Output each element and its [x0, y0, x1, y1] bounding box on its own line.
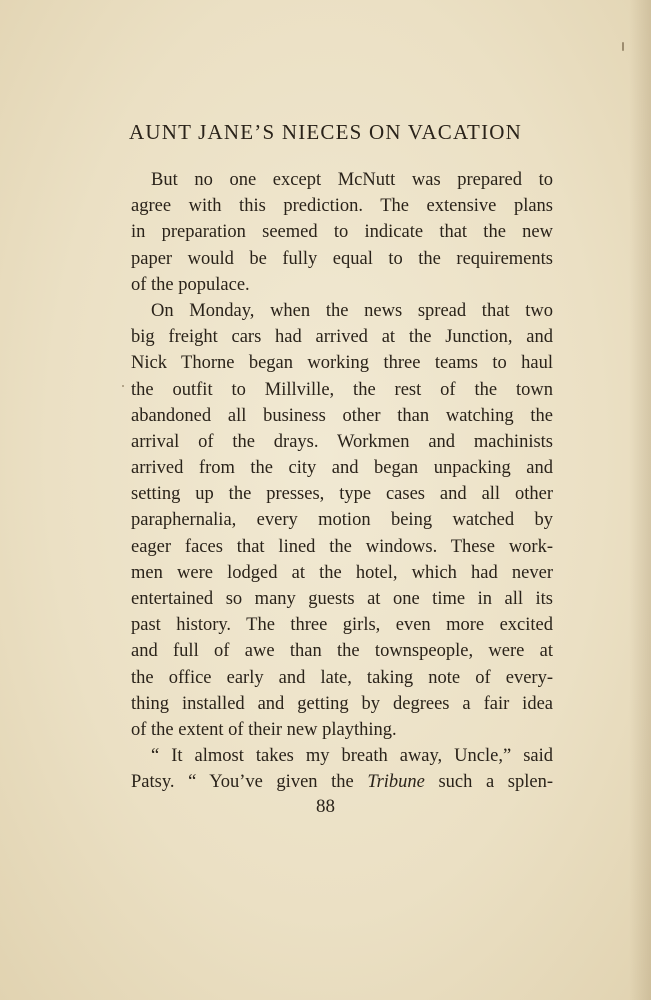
- text-line: the outfit to Millville, the rest of the town: [131, 379, 553, 400]
- running-head: AUNT JANE’S NIECES ON VACATION: [128, 120, 523, 144]
- body-text: [131, 167, 553, 796]
- text-line: “ It almost takes my breath away, Uncle,” said: [151, 746, 553, 767]
- text-line: of the extent of their new plaything.: [131, 719, 397, 740]
- text-line: agree with this prediction. The extensive plans: [131, 196, 553, 217]
- text-line: entertained so many guests at one time in all its: [131, 589, 553, 609]
- paper-mark: [122, 385, 124, 387]
- text-line: big freight cars had arrived at the Junction, and: [131, 327, 553, 348]
- text-line: men were lodged at the hotel, which had never: [131, 562, 553, 583]
- text-line: arrival of the drays. Workmen and machinists: [131, 431, 553, 452]
- text-line: eager faces that lined the windows. These work-: [131, 536, 553, 557]
- text-line: the office early and late, taking note of every-: [131, 667, 553, 688]
- text-line: past history. The three girls, even more excited: [131, 615, 553, 636]
- page-number: 88: [316, 796, 335, 817]
- text-line-with-italic: [131, 769, 553, 795]
- text-line: setting up the presses, type cases and all other: [131, 484, 553, 505]
- text-line: thing installed and getting by degrees a fair idea: [131, 693, 553, 714]
- text-line: Nick Thorne began working three teams to haul: [131, 353, 553, 374]
- text-line: abandoned all business other than watching the: [131, 405, 553, 426]
- text-line: of the populace.: [131, 274, 250, 295]
- text-line: But no one except McNutt was prepared to: [151, 170, 553, 190]
- paper-mark: [622, 42, 624, 51]
- text-line: paper would be fully equal to the requirements: [131, 248, 553, 269]
- text-run: such a splen-: [424, 772, 553, 793]
- italic-title: Tribune: [367, 772, 425, 793]
- text-run: Patsy. “ You’ve given the: [131, 772, 368, 793]
- text-line: paraphernalia, every motion being watched by: [131, 510, 553, 531]
- text-line: On Monday, when the news spread that two: [151, 300, 553, 321]
- text-line: and full of awe than the townspeople, were at: [131, 641, 553, 662]
- page-edge-shadow: [629, 0, 651, 1000]
- text-line: in preparation seemed to indicate that the new: [131, 222, 553, 243]
- text-line: arrived from the city and began unpacking and: [131, 458, 553, 479]
